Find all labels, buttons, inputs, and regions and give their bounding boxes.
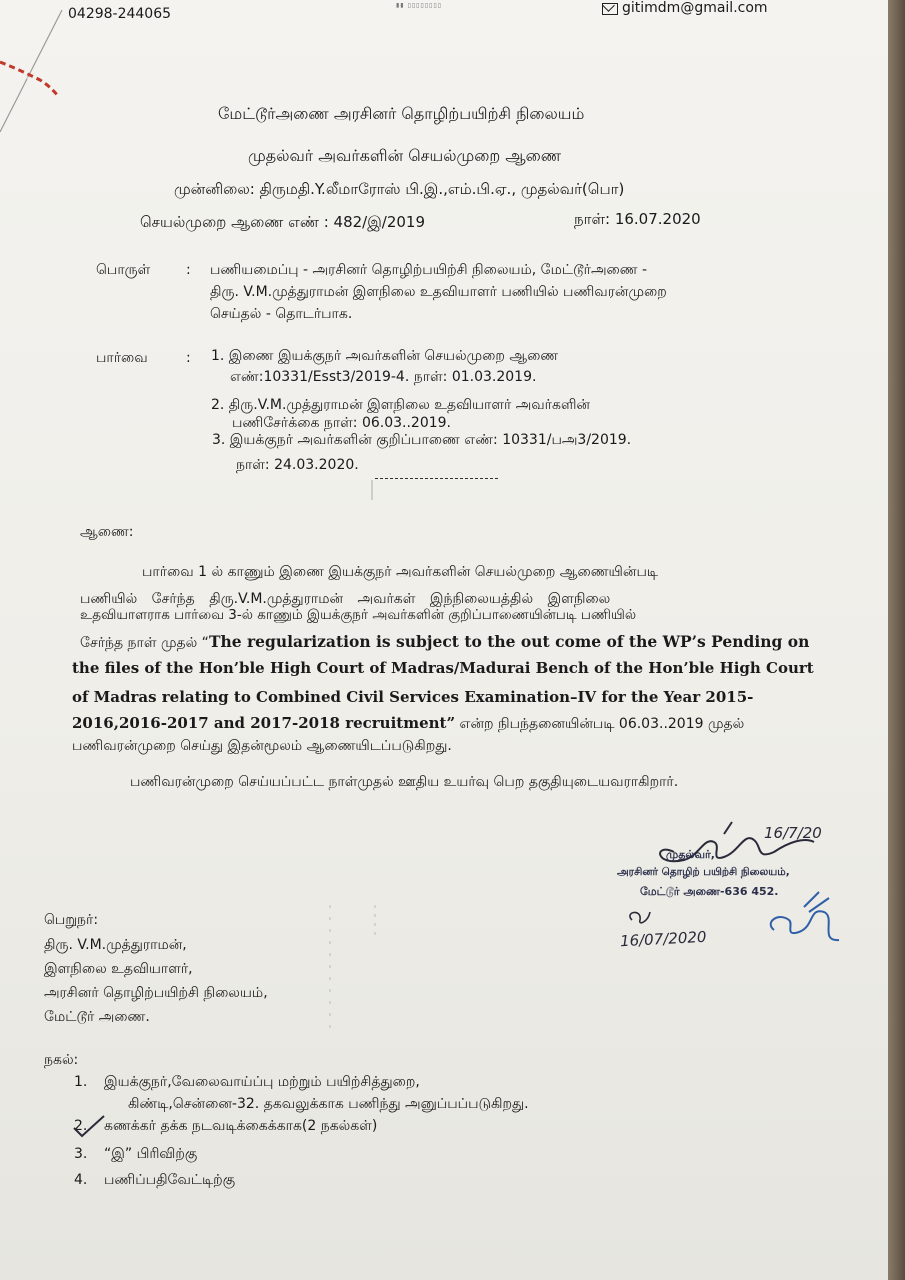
order-paragraph-line <box>80 632 809 653</box>
stamp-line: அரசினர் தொழிற் பயிற்சி நிலையம், <box>617 866 790 878</box>
copy-item: இயக்குநர்,வேலைவாய்ப்பு மற்றும் பயிற்சித்துறை, <box>104 1074 420 1090</box>
order-date: நாள்: 16.07.2020 <box>574 210 701 228</box>
recipient-label: பெறுநர்: <box>44 912 99 928</box>
reference-label: பார்வை <box>96 350 148 366</box>
receipt-date: 16/07/2020 <box>619 927 707 951</box>
order-paragraph-line: உதவியாளராக பார்வை 3-ல் காணும் இயக்குநர் அவர்களின் குறிப்பாணையின்படி பணியில் <box>80 607 637 623</box>
subject-line: பணியமைப்பு - அரசினர் தொழிற்பயிற்சி நிலையம், மேட்டூர்அணை - <box>210 262 648 278</box>
phone-number: 04298-244065 <box>68 6 172 22</box>
mail-icon <box>602 3 618 15</box>
copy-item: கிண்டி,சென்னை-32. தகவலுக்காக பணிந்து அனுப்பப்படுகிறது. <box>128 1096 529 1112</box>
order-paragraph-line: பணிவரன்முறை செய்து இதன்மூலம் ஆணையிடப்படுகிறது. <box>72 738 452 754</box>
order-paragraph-line <box>72 713 744 734</box>
presence-line: முன்னிலை: திருமதி.Y.லீமாரோஸ் பி.இ.,எம்.பி.ஏ., முதல்வர்(பொ) <box>174 180 625 198</box>
reference-line: 3. இயக்குநர் அவர்களின் குறிப்பாணை எண்: 10331/பஅ3/2019. <box>212 432 632 448</box>
copy-item-number: 4. <box>74 1172 88 1188</box>
order-title: முதல்வர் அவர்களின் செயல்முறை ஆணை <box>248 146 562 165</box>
subject-colon: : <box>186 262 191 278</box>
email-address: gitimdm@gmail.com <box>622 0 768 16</box>
table-edge <box>888 0 905 1280</box>
order-text-tamil: என்ற நிபந்தனையின்படி 06.03..2019 முதல் <box>455 716 745 732</box>
stamp-line: மேட்டூர் அணை-636 452. <box>640 885 779 898</box>
subject-label: பொருள் <box>96 262 151 278</box>
subject-line: திரு. V.M.முத்துராமன் இளநிலை உதவியாளர் பணியில் பணிவரன்முறை <box>210 284 667 300</box>
copy-item-number: 3. <box>74 1146 88 1162</box>
order-number: செயல்முறை ஆணை எண் : 482/இ/2019 <box>140 213 426 231</box>
signature-date: 16/7/20 <box>764 824 822 842</box>
stamp-line: முதல்வர், <box>666 848 715 861</box>
copy-item: கணக்கர் தக்க நடவடிக்கைக்காக(2 நகல்கள்) <box>104 1118 378 1134</box>
reference-line: 2. திரு.V.M.முத்துராமன் இளநிலை உதவியாளர் அவர்களின் <box>211 397 591 413</box>
institute-title: மேட்டூர்அணை அரசினர் தொழிற்பயிற்சி நிலையம் <box>218 104 585 123</box>
eligibility-line: பணிவரன்முறை செய்யப்பட்ட நாள்முதல் ஊதிய உயர்வு பெற தகுதியுடையவராகிறார். <box>130 774 679 790</box>
letterhead-logo: ▮▮ ▯▯▯▯▯▯▯▯ <box>396 2 442 9</box>
reference-line: எண்:10331/Esst3/2019-4. நாள்: 01.03.2019. <box>230 369 537 385</box>
order-text-tamil: சேர்ந்த நாள் முதல் “ <box>80 635 209 651</box>
reference-line: பணிசேர்க்கை நாள்: 06.03..2019. <box>232 415 452 431</box>
order-text-english: of Madras relating to Combined Civil Services Examination–IV for the Year 2015- <box>72 688 754 706</box>
subject-line: செய்தல் - தொடர்பாக. <box>210 306 353 322</box>
order-heading: ஆணை: <box>80 524 134 540</box>
reference-colon: : <box>186 350 191 366</box>
recipient-line: மேட்டூர் அணை. <box>44 1009 150 1025</box>
copy-item: “இ” பிரிவிற்கு <box>104 1146 198 1162</box>
recipient-line: திரு. V.M.முத்துராமன், <box>44 937 187 953</box>
copy-item: பணிப்பதிவேட்டிற்கு <box>104 1172 236 1188</box>
copy-label: நகல்: <box>44 1052 79 1068</box>
order-paragraph-line: பணியில் சேர்ந்த திரு.V.M.முத்துராமன் அவர்கள் இந்நிலையத்தில் இளநிலை <box>80 591 611 607</box>
order-paragraph-line: பார்வை 1 ல் காணும் இணை இயக்குநர் அவர்களின் செயல்முறை ஆணையின்படி <box>142 564 659 580</box>
handwritten-tick <box>70 1114 110 1138</box>
recipient-line: இளநிலை உதவியாளர், <box>44 961 193 977</box>
order-text-english: 2016,2016-2017 and 2017-2018 recruitment” <box>72 714 456 732</box>
copy-item-number: 2. <box>74 1118 88 1134</box>
recipient-line: அரசினர் தொழிற்பயிற்சி நிலையம், <box>44 985 268 1001</box>
reference-line: நாள்: 24.03.2020. <box>236 457 359 473</box>
order-text-english: the files of the Hon’ble High Court of Madras/Madurai Bench of the Hon’ble High Court <box>72 659 814 677</box>
reference-line: 1. இணை இயக்குநர் அவர்களின் செயல்முறை ஆணை <box>211 348 559 364</box>
copy-item-number: 1. <box>74 1074 88 1090</box>
separator-line <box>375 478 498 479</box>
order-text-english: The regularization is subject to the out come of the WP’s Pending on <box>208 632 810 651</box>
